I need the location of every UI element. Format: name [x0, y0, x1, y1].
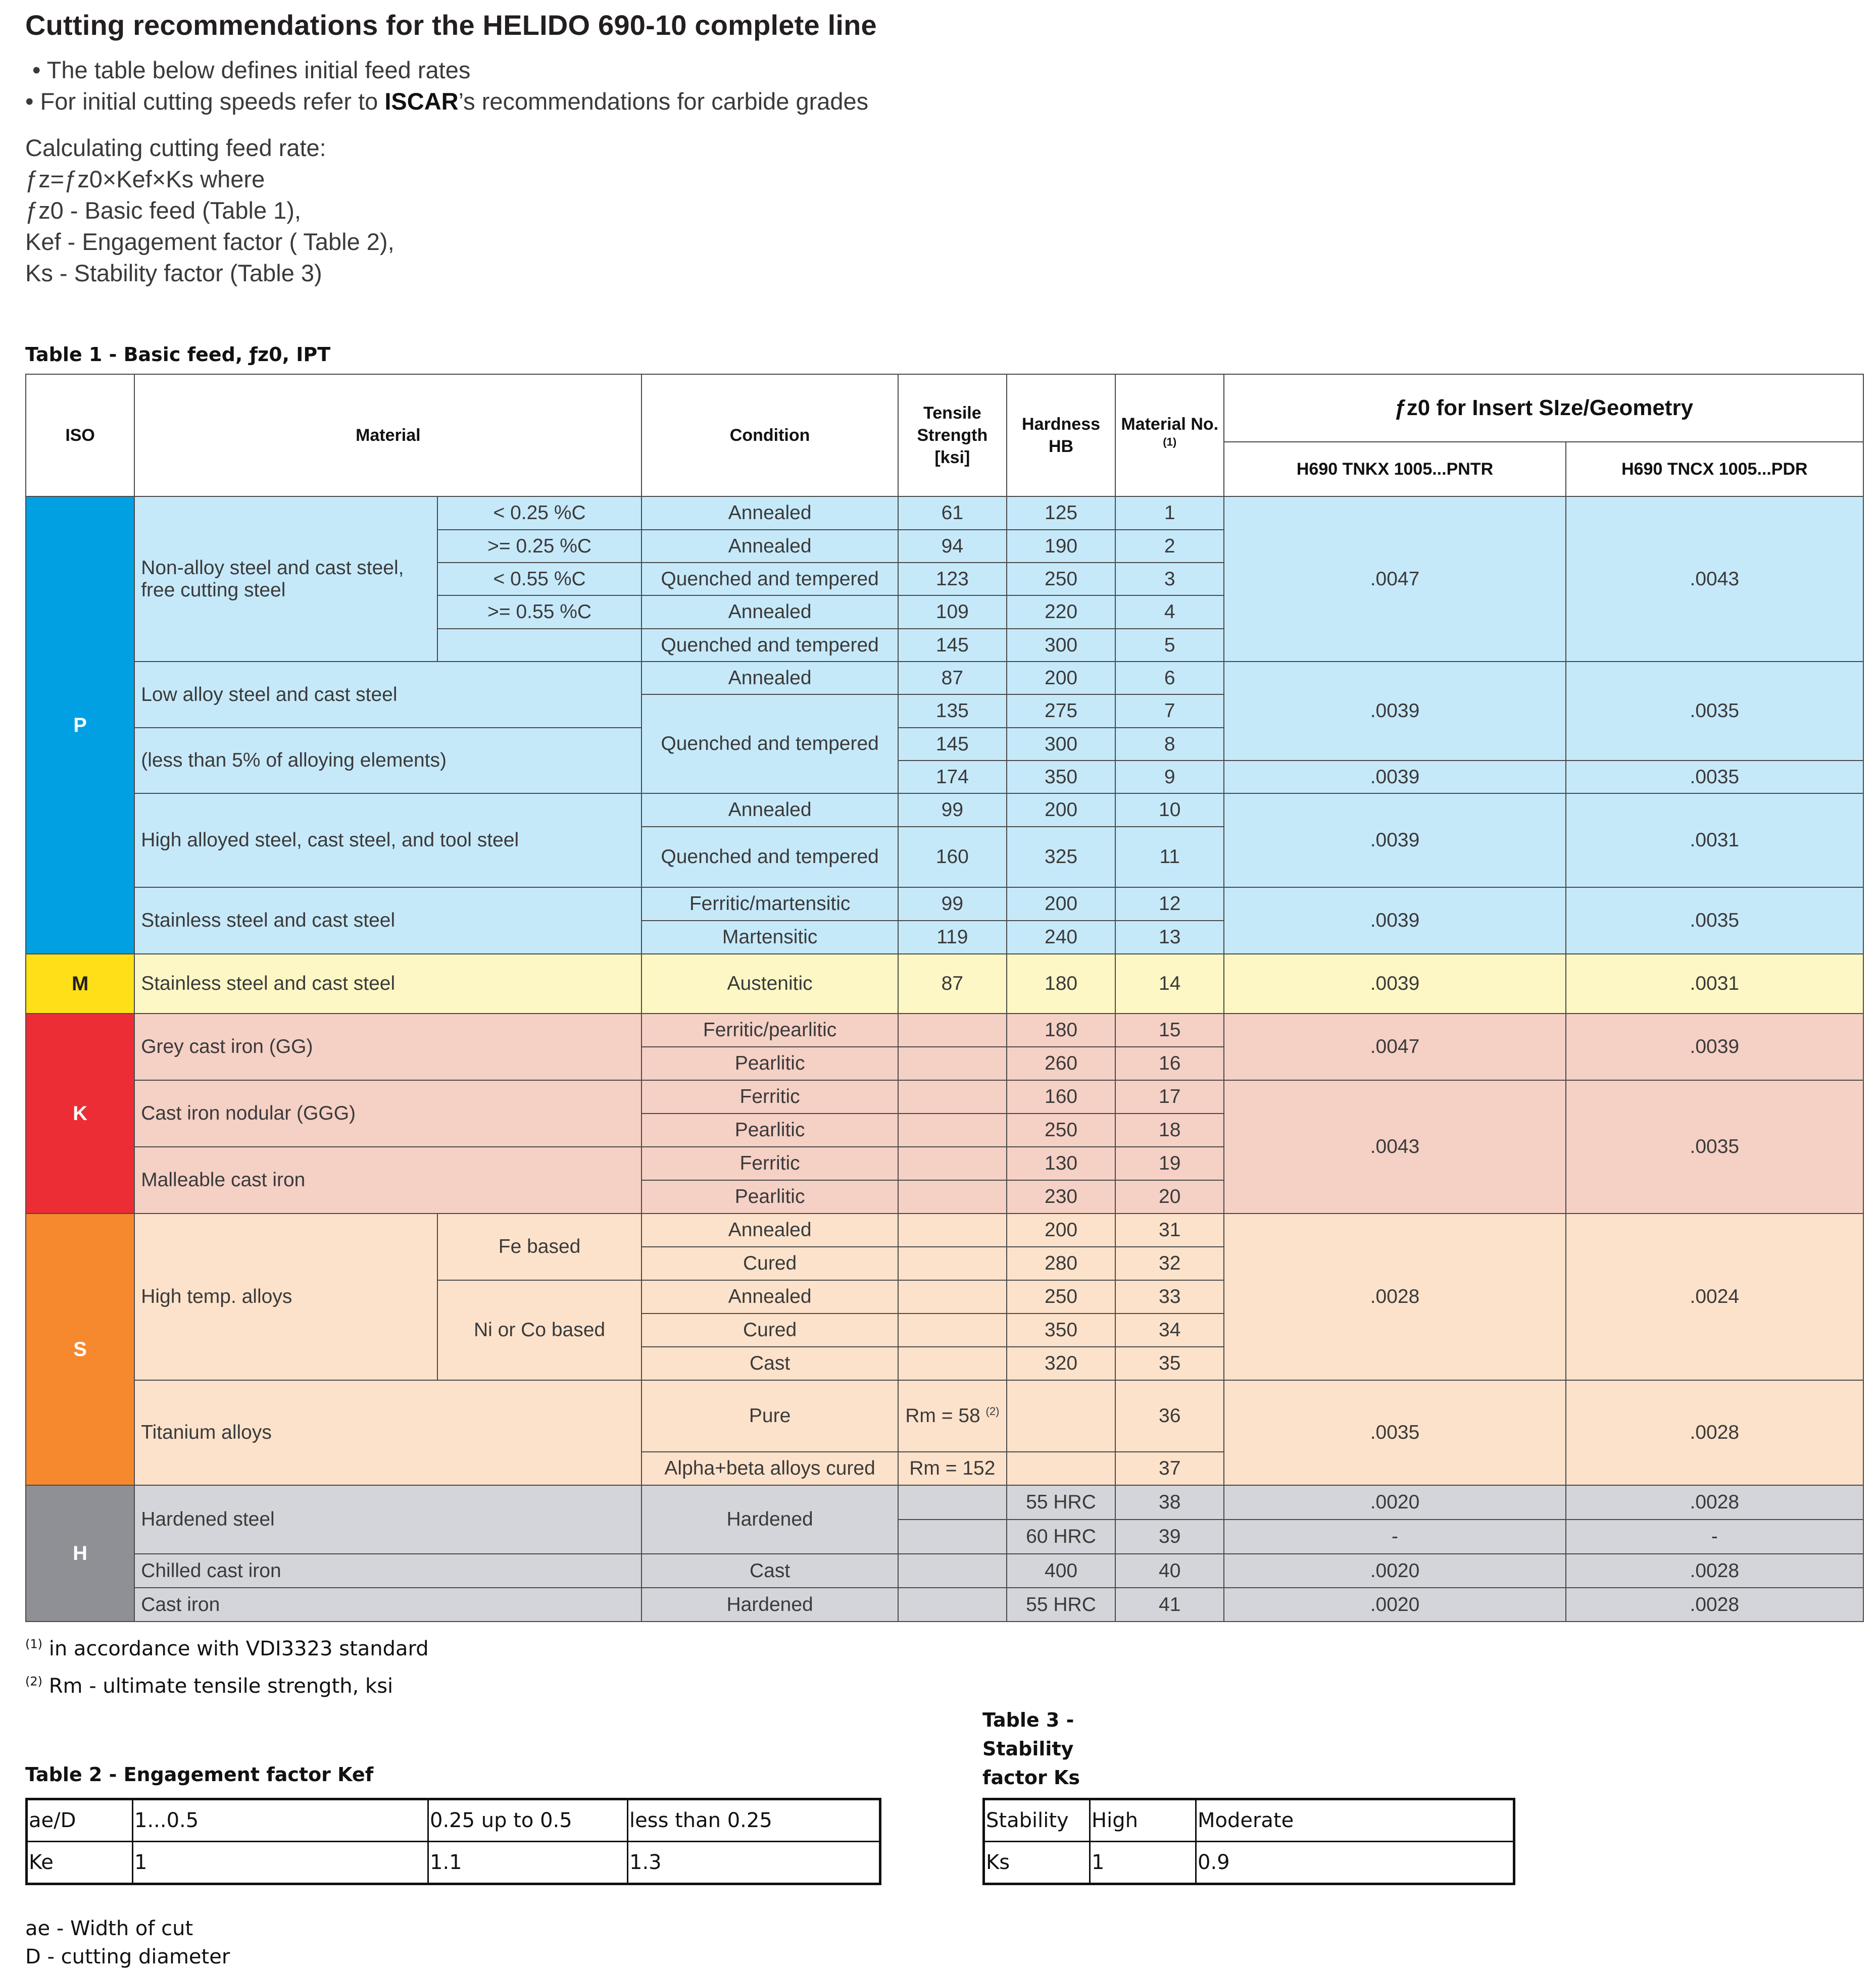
- header-material: Material: [134, 374, 641, 496]
- table-row: Cured 350 34: [26, 1314, 1863, 1347]
- table-row: Quenched and tempered 145 300 5: [26, 629, 1863, 662]
- material-group: Chilled cast iron: [134, 1554, 641, 1588]
- table-row: Stainless steel and cast steel Ferritic/martensitic 99 200 12 .0039 .0035: [26, 887, 1863, 921]
- feed-value: .0035: [1566, 1080, 1863, 1214]
- table-row: H Hardened steel Hardened 55 HRC 38 .0020 .0028: [26, 1485, 1863, 1520]
- table-row: Alpha+beta alloys cured Rm = 152 37: [26, 1452, 1863, 1485]
- calculation-formula: Calculating cutting feed rate: ƒz=ƒz0×Kef×Ks where ƒz0 - Basic feed (Table 1), Kef - Engagement factor ( Table 2), Ks - Stability factor (Table 3): [25, 134, 394, 286]
- iso-k: K: [26, 1014, 134, 1214]
- intro-bullets: [25, 55, 1864, 117]
- header-tensile: Tensile Strength [ksi]: [898, 374, 1007, 496]
- engagement-factor-table: [25, 1798, 881, 1885]
- bullet-cutting-speeds: • For initial cutting speeds refer to ISCAR’s recommendations for carbide grades: [25, 88, 869, 115]
- table-row: K Grey cast iron (GG) Ferritic/pearlitic 180 15 .0047 .0039: [26, 1014, 1863, 1047]
- table-row: Chilled cast iron Cast 400 40 .0020 .0028: [26, 1554, 1863, 1588]
- material-group: High temp. alloys: [134, 1214, 437, 1380]
- material-group: Hardened steel: [134, 1485, 641, 1554]
- material-group: Non-alloy steel and cast steel, free cutting steel: [134, 496, 437, 662]
- feed-value: .0028: [1566, 1485, 1863, 1520]
- table-row: Pearlitic 250 18: [26, 1114, 1863, 1147]
- header-iso: ISO: [26, 374, 134, 496]
- bullet-feed-rates: • The table below defines initial feed rates: [32, 57, 471, 83]
- table-row: High alloyed steel, cast steel, and tool steel Annealed 99 200 10 .0039 .0031: [26, 793, 1863, 827]
- material-group: Stainless steel and cast steel: [134, 954, 641, 1014]
- table2-caption: Table 2 - Engagement factor Kef: [25, 1763, 374, 1786]
- feed-value: .0020: [1224, 1588, 1565, 1622]
- feed-value: .0020: [1224, 1554, 1565, 1588]
- table-row: ae/D 1...0.5 0.25 up to 0.5 less than 0.25: [27, 1799, 880, 1842]
- table-row: Quenched and tempered 135 275 7: [26, 694, 1863, 728]
- table-row: Ni or Co based Annealed 250 33: [26, 1280, 1863, 1314]
- material-group: Malleable cast iron: [134, 1147, 641, 1214]
- feed-value: .0039: [1566, 1014, 1863, 1080]
- feed-value: .0035: [1566, 662, 1863, 761]
- basic-feed-table: [25, 374, 1864, 1622]
- stability-factor-table: [982, 1798, 1515, 1885]
- table-row: Cast iron Hardened 55 HRC 41 .0020 .0028: [26, 1588, 1863, 1622]
- table-row: < 0.55 %C Quenched and tempered 123 250 3: [26, 563, 1863, 595]
- feed-value: .0028: [1566, 1380, 1863, 1485]
- table-row: S High temp. alloys Fe based Annealed 200 31 .0028 .0024: [26, 1214, 1863, 1247]
- feed-value: .0043: [1566, 496, 1863, 662]
- table-row: Cured 280 32: [26, 1247, 1863, 1280]
- feed-value: .0035: [1566, 761, 1863, 793]
- table-row: Ks 1 0.9: [984, 1842, 1514, 1884]
- feed-value: .0031: [1566, 954, 1863, 1014]
- feed-value: .0024: [1566, 1214, 1863, 1380]
- table-row: P Non-alloy steel and cast steel, free cutting steel < 0.25 %C Annealed 61 125 1 .0047 .0043: [26, 496, 1863, 530]
- table1-caption: Table 1 - Basic feed, ƒz0, IPT: [25, 343, 331, 366]
- footnote-2: $^{(2)}$ Rm - ultimate tensile strength, ksi: [25, 1674, 393, 1698]
- feed-value: .0039: [1224, 662, 1565, 761]
- feed-value: .0031: [1566, 793, 1863, 887]
- material-group: Stainless steel and cast steel: [134, 887, 641, 954]
- material-group: (less than 5% of alloying elements): [134, 728, 641, 793]
- feed-value: .0028: [1224, 1214, 1565, 1380]
- footnote-1: $^{(1)}$ in accordance with VDI3323 standard: [25, 1637, 429, 1660]
- table-row: M Stainless steel and cast steel Austenitic 87 180 14 .0039 .0031: [26, 954, 1863, 1014]
- feed-value: .0047: [1224, 496, 1565, 662]
- feed-value: .0035: [1566, 887, 1863, 954]
- table-row: >= 0.55 %C Annealed 109 220 4: [26, 595, 1863, 629]
- feed-value: -: [1224, 1520, 1565, 1554]
- table-row: 60 HRC 39 - -: [26, 1520, 1863, 1554]
- feed-value: .0039: [1224, 761, 1565, 793]
- table-row: Titanium alloys Pure Rm = 58 $^{(2)}$ 36 .0035 .0028: [26, 1380, 1863, 1452]
- header-material-no: Material No. $^{(1)}$: [1115, 374, 1224, 496]
- table-row: Malleable cast iron Ferritic 130 19: [26, 1147, 1863, 1180]
- feed-value: .0039: [1224, 954, 1565, 1014]
- material-group: High alloyed steel, cast steel, and tool steel: [134, 793, 641, 887]
- feed-value: .0039: [1224, 793, 1565, 887]
- header-condition: Condition: [641, 374, 898, 496]
- table-row: 174 350 9 .0039 .0035: [26, 761, 1863, 793]
- header-col1: H690 TNKX 1005...PNTR: [1224, 442, 1565, 496]
- header-col2: H690 TNCX 1005...PDR: [1566, 442, 1863, 496]
- material-group: Cast iron nodular (GGG): [134, 1080, 641, 1147]
- table-row: Cast iron nodular (GGG) Ferritic 160 17 .0043 .0035: [26, 1080, 1863, 1114]
- table-row: Pearlitic 230 20: [26, 1180, 1863, 1214]
- material-group: Titanium alloys: [134, 1380, 641, 1485]
- feed-value: -: [1566, 1520, 1863, 1554]
- iso-m: M: [26, 954, 134, 1014]
- feed-value: .0035: [1224, 1380, 1565, 1485]
- feed-value: .0028: [1566, 1588, 1863, 1622]
- table-row: Ke 1 1.1 1.3: [27, 1842, 880, 1884]
- iso-s: S: [26, 1214, 134, 1485]
- header-fz0: ƒz0 for Insert SIze/Geometry: [1224, 374, 1863, 442]
- table-row: >= 0.25 %C Annealed 94 190 2: [26, 530, 1863, 563]
- feed-value: .0028: [1566, 1554, 1863, 1588]
- feed-value: .0047: [1224, 1014, 1565, 1080]
- table-row: Cast 320 35: [26, 1347, 1863, 1380]
- iscar-brand: ISCAR: [384, 88, 459, 115]
- material-group: Low alloy steel and cast steel: [134, 662, 641, 728]
- legend-ae: ae - Width of cut: [25, 1917, 193, 1940]
- material-group: Grey cast iron (GG): [134, 1014, 641, 1080]
- table-row: Low alloy steel and cast steel Annealed 87 200 6 .0039 .0035: [26, 662, 1863, 694]
- table-row: Stability High Moderate: [984, 1799, 1514, 1842]
- material-group: Cast iron: [134, 1588, 641, 1622]
- header-hardness: Hardness HB: [1007, 374, 1115, 496]
- table-row: Pearlitic 260 16: [26, 1047, 1863, 1080]
- iso-h: H: [26, 1485, 134, 1622]
- feed-value: .0020: [1224, 1485, 1565, 1520]
- iso-p: P: [26, 496, 134, 954]
- page-title: Cutting recommendations for the HELIDO 690-10 complete line: [25, 9, 877, 41]
- table3-caption: Table 3 - Stability factor Ks: [982, 1709, 1080, 1789]
- table-row: Quenched and tempered 160 325 11: [26, 827, 1863, 887]
- feed-value: .0043: [1224, 1080, 1565, 1214]
- feed-value: .0039: [1224, 887, 1565, 954]
- legend-d: D - cutting diameter: [25, 1945, 230, 1968]
- table-row: Martensitic 119 240 13: [26, 921, 1863, 954]
- table-row: (less than 5% of alloying elements) 145 300 8: [26, 728, 1863, 761]
